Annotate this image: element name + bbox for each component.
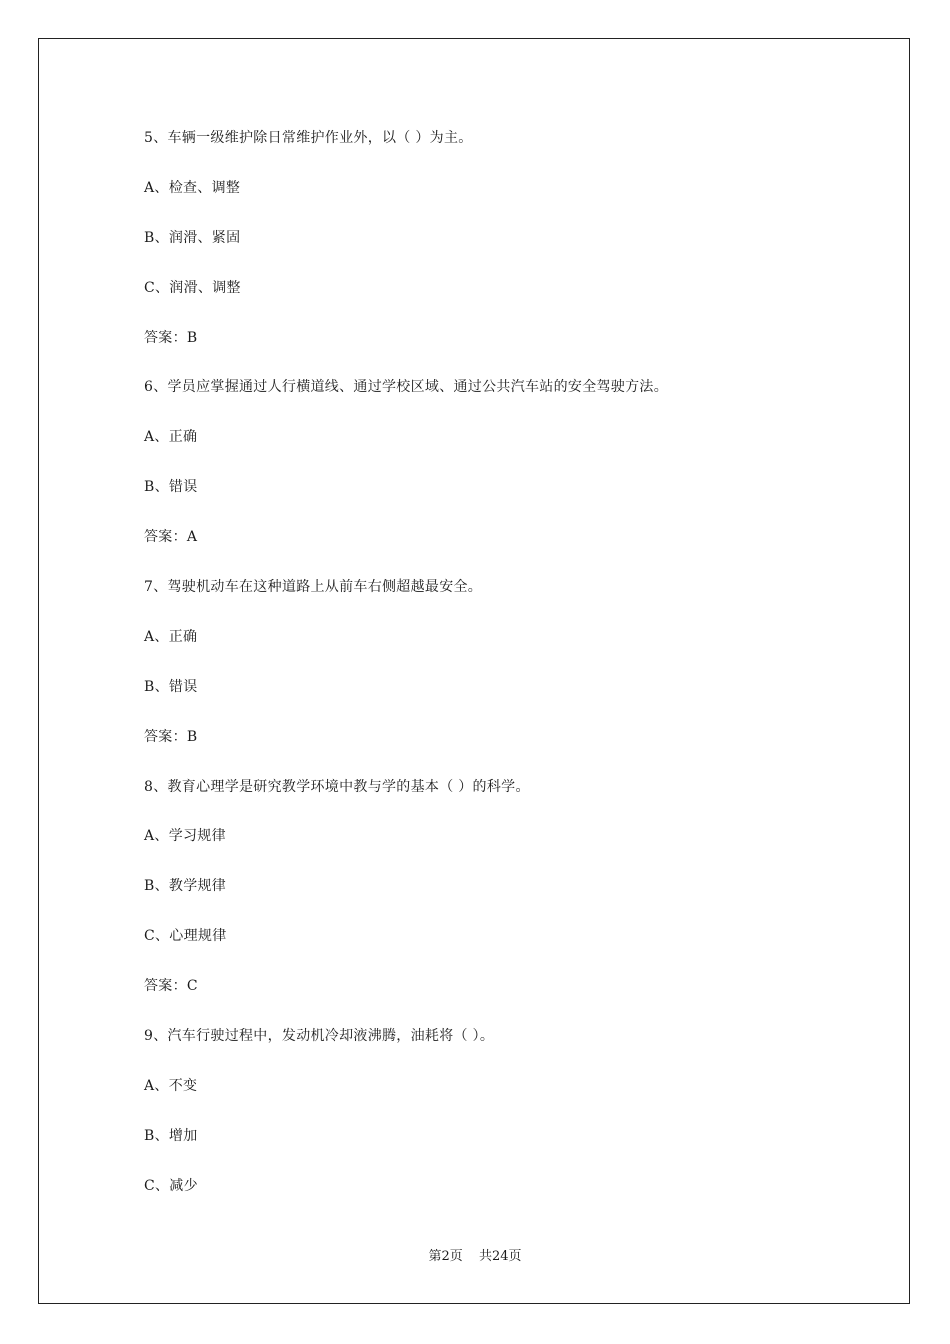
page-footer [0,1248,950,1266]
option-b: B、错误 [144,479,198,496]
option-a: A、学习规律 [144,828,226,845]
answer: 答案：B [144,728,198,745]
question-text: 6、学员应掌握通过人行横道线、通过学校区域、通过公共汽车站的安全驾驶方法。 [144,379,669,396]
question-list [144,128,864,1226]
option-b: B、错误 [144,678,198,695]
option-b: B、润滑、紧固 [144,229,241,246]
option-c: C、心理规律 [144,928,227,945]
answer: 答案：B [144,329,198,346]
question-text: 7、驾驶机动车在这种道路上从前车右侧超越最安全。 [144,579,483,596]
option-a: A、不变 [144,1077,198,1094]
answer: 答案：A [144,529,198,546]
option-a: A、检查、调整 [144,179,241,196]
option-c: C、减少 [144,1177,198,1194]
page-number: 第2页 [428,1249,463,1264]
option-b: B、增加 [144,1127,198,1144]
page-total: 共24页 [478,1249,522,1264]
option-c: C、润滑、调整 [144,279,241,296]
option-a: A、正确 [144,628,198,645]
option-a: A、正确 [144,429,198,446]
question-text: 8、教育心理学是研究教学环境中教与学的基本（ ）的科学。 [144,778,530,795]
option-b: B、教学规律 [144,878,227,895]
answer: 答案：C [144,978,198,995]
question-text: 9、汽车行驶过程中，发动机冷却液沸腾，油耗将（ ）。 [144,1028,495,1045]
question-text: 5、车辆一级维护除日常维护作业外，以（ ）为主。 [144,130,473,146]
